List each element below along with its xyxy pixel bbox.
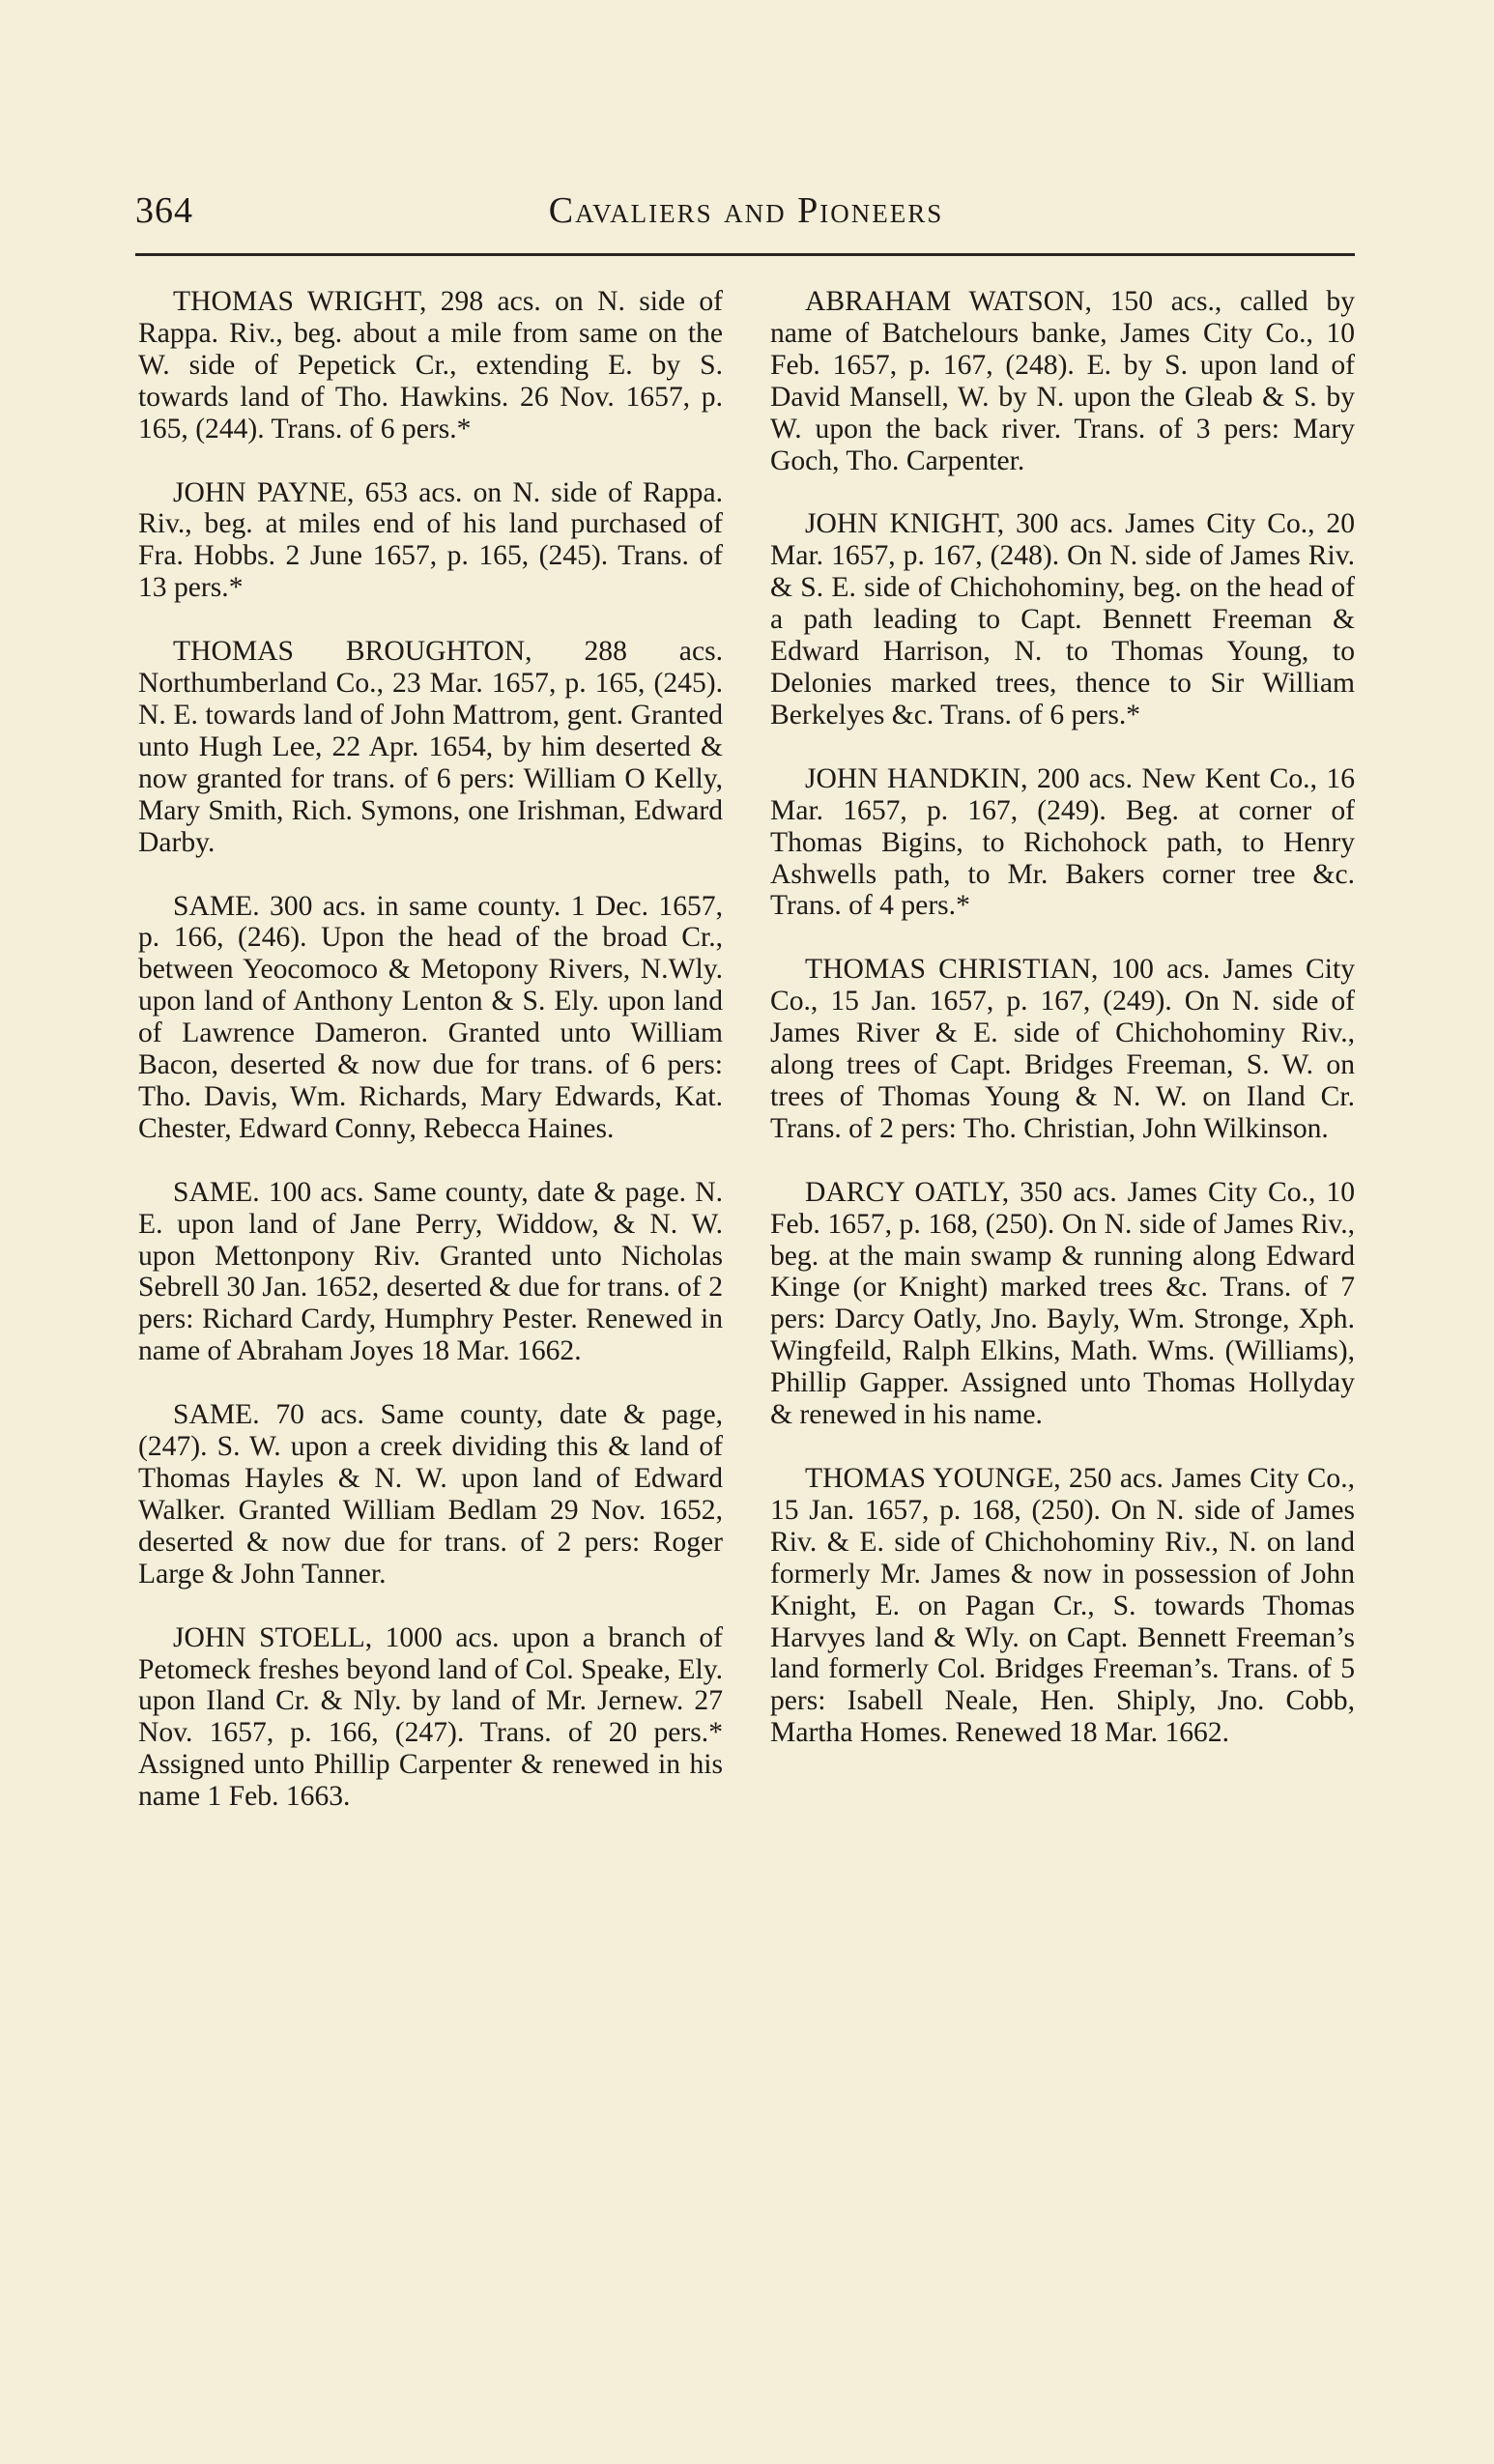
header-rule <box>135 253 1355 256</box>
right-column <box>770 286 1355 1781</box>
land-grant-entry: SAME. 100 acs. Same county, date & page. N. E. upon land of Jane Perry, Widdow, & N. W. upon Mettonpony Riv. Granted unto Nicholas Sebrell 30 Jan. 1652, deserted & due for trans. of 2 pers: Richard Cardy, Humphry Pester. Renewed in name of Abraham Joyes 18 Mar. 1662. <box>138 1176 723 1367</box>
land-grant-entry: SAME. 70 acs. Same county, date & page, (247). S. W. upon a creek dividing this & land of Thomas Hayles & N. W. upon land of Edward Walker. Granted William Bedlam 29 Nov. 1652, deserted & now due for trans. of 2 pers: Roger Large & John Tanner. <box>138 1399 723 1590</box>
land-grant-entry: ABRAHAM WATSON, 150 acs., called by name of Batchelours banke, James City Co., 10 Feb. 1657, p. 167, (248). E. by S. upon land of David Mansell, W. by N. upon the Gleab & S. by W. upon the back river. Trans. of 3 pers: Mary Goch, Tho. Carpenter. <box>770 286 1355 476</box>
land-grant-entry: THOMAS YOUNGE, 250 acs. James City Co., 15 Jan. 1657, p. 168, (250). On N. side of James Riv. & E. side of Chichohominy Riv., N. on land formerly Mr. James & now in possession of John Knight, E. on Pagan Cr., S. towards Thomas Harvyes land & Wly. on Capt. Bennett Freeman’s land formerly Col. Bridges Freeman’s. Trans. of 5 pers: Isabell Neale, Hen. Shiply, Jno. Cobb, Martha Homes. Renewed 18 Mar. 1662. <box>770 1463 1355 1749</box>
land-grant-entry: JOHN PAYNE, 653 acs. on N. side of Rappa. Riv., beg. at miles end of his land purchased of Fra. Hobbs. 2 June 1657, p. 165, (245). Trans. of 13 pers.* <box>138 476 723 604</box>
page-number: 364 <box>135 190 193 231</box>
land-grant-entry: JOHN HANDKIN, 200 acs. New Kent Co., 16 Mar. 1657, p. 167, (249). Beg. at corner of Thomas Bigins, to Richohock path, to Henry Ashwells path, to Mr. Bakers corner tree &c. Trans. of 4 pers.* <box>770 762 1355 922</box>
land-grant-entry: SAME. 300 acs. in same county. 1 Dec. 1657, p. 166, (246). Upon the head of the broad Cr., between Yeocomoco & Metopony Rivers, N.Wly. upon land of Anthony Lenton & S. Ely. upon land of Lawrence Dameron. Granted unto William Bacon, deserted & now due for trans. of 6 pers: Tho. Davis, Wm. Richards, Mary Edwards, Kat. Chester, Edward Conny, Rebecca Haines. <box>138 890 723 1144</box>
left-column <box>138 286 723 1845</box>
running-title: Cavaliers and Pioneers <box>548 190 944 231</box>
land-grant-entry: THOMAS BROUGHTON, 288 acs. Northumberland Co., 23 Mar. 1657, p. 165, (245). N. E. towards land of John Mattrom, gent. Granted unto Hugh Lee, 22 Apr. 1654, by him deserted & now granted for trans. of 6 pers: William O Kelly, Mary Smith, Rich. Symons, one Irishman, Edward Darby. <box>138 636 723 858</box>
land-grant-entry: THOMAS CHRISTIAN, 100 acs. James City Co., 15 Jan. 1657, p. 167, (249). On N. side of James River & E. side of Chichohominy Riv., along trees of Capt. Bridges Freeman, S. W. on trees of Thomas Young & N. W. on Iland Cr. Trans. of 2 pers: Tho. Christian, John Wilkinson. <box>770 954 1355 1144</box>
land-grant-entry: THOMAS WRIGHT, 298 acs. on N. side of Rappa. Riv., beg. about a mile from same on the W. side of Pepetick Cr., extending E. by S. towards land of Tho. Hawkins. 26 Nov. 1657, p. 165, (244). Trans. of 6 pers.* <box>138 286 723 444</box>
land-grant-entry: DARCY OATLY, 350 acs. James City Co., 10 Feb. 1657, p. 168, (250). On N. side of James Riv., beg. at the main swamp & running along Edward Kinge (or Knight) marked trees &c. Trans. of 7 pers: Darcy Oatly, Jno. Bayly, Wm. Stronge, Xph. Wingfeild, Ralph Elkins, Math. Wms. (Williams), Phillip Gapper. Assigned unto Thomas Hollyday & renewed in his name. <box>770 1176 1355 1431</box>
land-grant-entry: JOHN STOELL, 1000 acs. upon a branch of Petomeck freshes beyond land of Col. Speake, Ely. upon Iland Cr. & Nly. by land of Mr. Jernew. 27 Nov. 1657, p. 166, (247). Trans. of 20 pers.* Assigned unto Phillip Carpenter & renewed in his name 1 Feb. 1663. <box>138 1621 723 1813</box>
land-grant-entry: JOHN KNIGHT, 300 acs. James City Co., 20 Mar. 1657, p. 167, (248). On N. side of James Riv. & S. E. side of Chichohominy, beg. on the head of a path leading to Capt. Bennett Freeman & Edward Harrison, N. to Thomas Young, to Delonies marked trees, thence to Sir William Berkelyes &c. Trans. of 6 pers.* <box>770 508 1355 731</box>
page-header <box>135 189 1357 247</box>
